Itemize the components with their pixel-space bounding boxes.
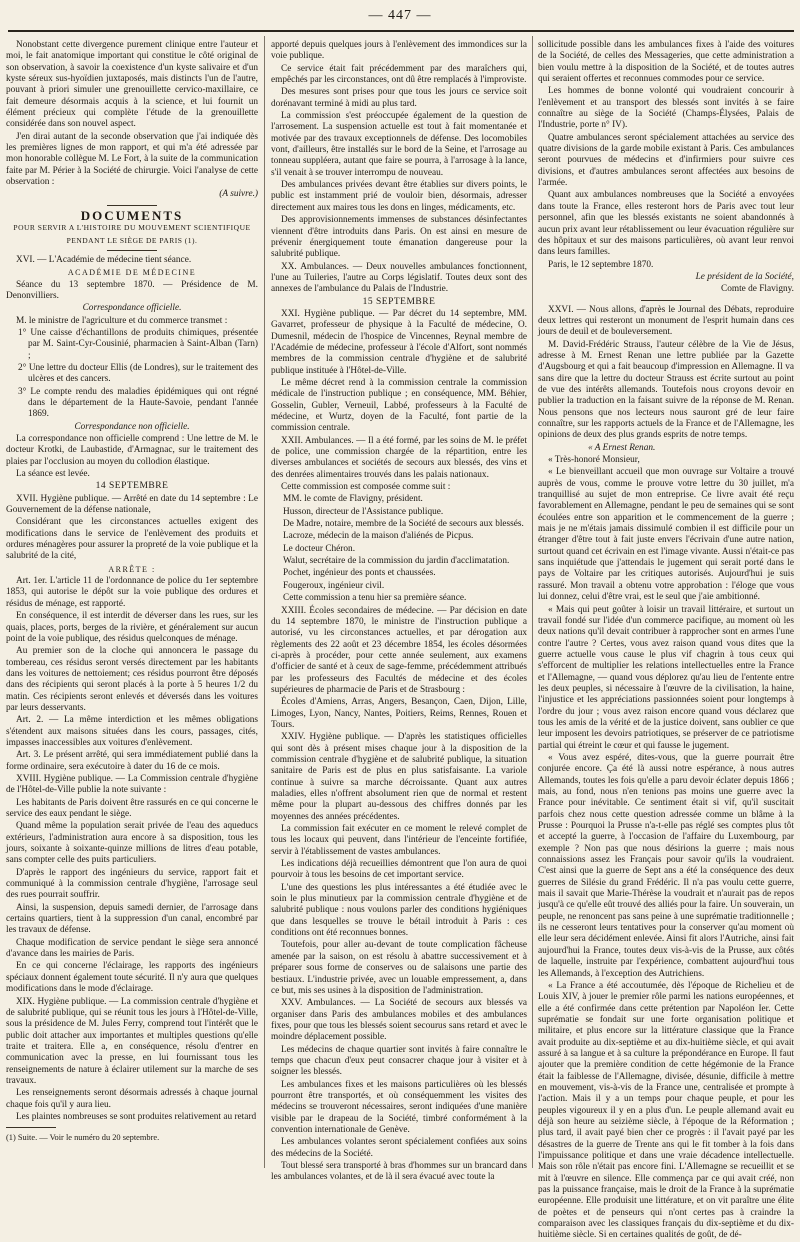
date-line: Paris, le 12 septembre 1870.	[548, 259, 654, 270]
paragraph: M. David-Frédéric Strauss, l'auteur célèbre de la Vie de Jésus, adresse à M. Ernest Renan une lettre publiée par la Gazette d'Augsbourg et qui a fait beaucoup d'impression en Allemagne. Il va sans dire que la lettre du docteur Strauss est écrite surtout au point de vue des intérêts allemands. Toutefois nous croyons devoir en publier la traduction en la faisant suivre de la réponse de M. Renan. Nous pensons que nos lecteurs nous sauront gré de leur faire connaître, sur les rapports actuels de la France et de l'Allemagne, les opinions de deux des plus grands esprits de notre temps.	[538, 339, 794, 441]
paragraph: XIX. Hygiène publique. — La commission centrale d'hygiène et de salubrité publique, qui se réunit tous les jours à l'Hôtel-de-Ville, sous la présidence de M. Jules Ferry, comprend tout l'intérêt que le public doit attacher aux importantes et multiples questions qu'elle traite et traitera. Elle a, en conséquence, résolu d'entrer en communication avec la presse, en lui fournissant tous les renseignements de nature à éclairer utilement sur la marche de ses travaux.	[6, 996, 258, 1086]
paragraph: D'après le rapport des ingénieurs du service, rapport fait et communiqué à la commission centrale d'hygiène, l'arrosage seul des rues pourrait souffrir.	[6, 867, 258, 901]
session-line: Séance du 13 septembre 1870. — Présidence de M. Denonvilliers.	[6, 279, 258, 301]
list-item: Cette commission a tenu hier sa première séance.	[283, 593, 467, 604]
list-item: Le docteur Chéron.	[283, 543, 356, 554]
list-item: De Madre, notaire, membre de la Société de secours aux blessés.	[283, 519, 524, 530]
paragraph: Cette commission est composée comme suit :	[281, 482, 451, 493]
paragraph: La commission s'est préoccupée également de la question de l'arrosement. La suspension actuelle est tout à fait momentanée et motivée par des travaux exceptionnels de défense. Des locomobiles vont, d'ailleurs, être installés sur le bord de la Seine, et l'arrosage au tonneau suppléera, autant que faire se pourra, à l'arrosage à la lance, s'il venait à se trouver interrompu de nouveau.	[271, 111, 527, 178]
list-item: Lacroze, médecin de la maison d'aliénés de Picpus.	[283, 531, 474, 542]
paragraph: XXV. Ambulances. — La Société de secours aux blessés va organiser dans Paris des ambulances mobiles et des ambulances fixes, pour que tous les blessés soient secourus sans retard et avec le moindre déplacement possible.	[271, 998, 527, 1043]
list-item: 3° Le compte rendu des maladies épidémiques qui ont régné dans le département de la Haute-Savoie, pendant l'année 1869.	[18, 386, 258, 420]
paragraph: La séance est levée.	[16, 469, 90, 480]
date-heading: 14 SEPTEMBRE	[95, 481, 169, 492]
paragraph: L'une des questions les plus intéressantes a été étudiée avec le soin le plus minutieux par la commission centrale d'hygiène et de salubrité publique : nous voulons parler des conditions hygiéniques que dans lesquelles se trouve le bétail introduit à Paris : ces conditions ont été reconnues bonnes.	[271, 882, 527, 939]
column-2	[271, 40, 527, 1183]
letter-addressee: « A Ernest Renan.	[588, 442, 656, 453]
section-title: DOCUMENTS	[80, 207, 184, 223]
paragraph: XXIV. Hygiène publique. — D'après les statistiques officielles qui sont dès à présent mises chaque jour à la disposition de la commission centrale d'hygiène et de salubrité publique, la situation sanitaire de Paris est de plus en plus satisfaisante. La variole continue à suivre sa marche décroissante. Quant aux autres maladies, elles n'offrent absolument rien que de normal et restent même pour la plupart au-dessous des chiffres donnés par les moyennes des années précédentes.	[271, 732, 527, 822]
paragraph: XX. Ambulances. — Deux nouvelles ambulances fonctionnent, l'une au Tuileries, l'autre au Corps législatif. Toutes deux sont des annexes de l'ambulance du Palais de l'Industrie.	[271, 261, 527, 295]
paragraph: Au premier son de la cloche qui annoncera le passage du tombereau, ces résidus seront versés directement par les habitants dans les voitures de nettoiement; ces résidus pourront être déposés dans des récipients qui seront placés à la porte à 5 heures 1/2 du matin. Ces récipients seront enlevés et déversés dans les voitures par leurs desservants.	[6, 646, 258, 713]
paragraph: Les plaintes nombreuses se sont produites relativement au retard	[16, 1111, 257, 1122]
header-rule	[8, 30, 794, 32]
academy-heading: ACADÉMIE DE MÉDECINE	[67, 268, 197, 278]
paragraph: Chaque modification de service pendant le siège sera annoncé d'avance dans les mairies de Paris.	[6, 937, 258, 960]
to-be-continued: (A suivre.)	[219, 189, 258, 200]
paragraph: M. le ministre de l'agriculture et du commerce transmet :	[16, 315, 228, 326]
paragraph: La correspondance non officielle comprend : Une lettre de M. le docteur Krotki, de Laubastide, d'Armagnac, sur le traitement des plaies par l'occlusion au moyen du collodion élastique.	[6, 434, 258, 467]
paragraph: Ainsi, la suspension, depuis samedi dernier, de l'arrosage dans certains quartiers, tient à la suppression d'un canal, encombré par les travaux de défense.	[6, 902, 258, 936]
paragraph: XXIII. Écoles secondaires de médecine. — Par décision en date du 14 septembre 1870, le ministre de l'instruction publique a autorisé, vu les circonstances actuelles, et par dérogation aux règlements des 22 août et 23 décembre 1854, les écoles désormées ci-après à procéder, pour cette année seulement, aux examens d'officier de santé et à ceux de sage-femme, précédemment attribués par les professeurs des Facultés de médecine et des écoles supérieures de pharmacie de Paris et de Strasbourg :	[271, 605, 527, 695]
letter-salutation: « Très-honoré Monsieur,	[548, 455, 640, 466]
paragraph: « Mais qui peut goûter à loisir un travail littéraire, et surtout un travail fondé sur l'idée d'un commerce pacifique, au moment où les deux nations qu'il devait contribuer à rapprocher sont en armes l'une contre l'autre ? Certes, vous avez raison quand vous dites que la guerre actuelle vous cause le plus vif chagrin à tous ceux qui s'efforcent de multiplier les relations intellectuelles entre la France et l'Allemagne, — quand vous déplorez qu'au lieu de l'entente entre les deux peuples, si nécessaire à l'œuvre de la civilisation, la haine, l'injustice et les appréciations passionnées soient pour longtemps à l'ordre du jour ; vous avez raison encore quand vous déclarez que tous les amis de la vérité et de la justice doivent, sans oublier ce que leur imposent les devoirs patriotiques, se préserver de ce patriotisme partial qui étreint le cœur et qui fausse le jugement.	[538, 604, 794, 751]
signature-title: Le président de la Société,	[695, 271, 794, 282]
paragraph: Les médecins de chaque quartier sont invités à faire connaître le temps que chacun d'eux peut consacrer chaque jour à visiter et à soigner les blessés.	[271, 1044, 527, 1078]
item-heading: XVI. — L'Académie de médecine tient séance.	[16, 254, 192, 265]
date-heading: 15 SEPTEMBRE	[362, 296, 436, 307]
arrete-heading: ARRÊTE :	[108, 564, 156, 574]
column-separator	[532, 36, 533, 1168]
list-item: 2° Une lettre du docteur Ellis (de Londres), sur le traitement des ulcères et des cancers.	[18, 362, 258, 385]
paragraph: sollicitude possible dans les ambulances fixes à l'aide des voitures de la Société, de celles des Messageries, que cette administration a bien voulu mettre à la disposition de la Société, et de toutes autres qui seraient offertes et reconnues commodes pour ce service.	[538, 40, 794, 85]
list-item: Fougeroux, ingénieur civil.	[283, 580, 385, 591]
paragraph: XXII. Ambulances. — Il a été formé, par les soins de M. le préfet de police, une commission chargée de la répartition, entre les diverses ambulances et sociétés de secours aux blessés, des vins et des denrées alimentaires trouvés dans les palais nationaux.	[271, 435, 527, 480]
paragraph: « La France a été accoutumée, dès l'époque de Richelieu et de Louis XIV, à jouer le premier rôle parmi les nations européennes, et elle a été confirmée dans cette prétention par Napoléon Ier. Cette suprématie se fondait sur une forte organisation politique et militaire, et plus encore sur la littérature classique que la France avait produite au dix-septième et au dix-huitième siècle, et qui avait assuré à sa langue et à sa culture la prépondérance en Europe. Il faut ajouter que la première condition de cette hégémonie de la France était la faiblesse de l'Allemagne, divisée, désunie, difficile à mettre en mouvement, vis-à-vis de la France une, centralisée et prompte à l'action. Mais il y a un temps pour chaque peuple, et pour les peuples vigoureux il y en a plus d'un. Le peuple allemand avait eu déjà son heure au seizième siècle, à l'époque de la Réformation ; plus tard, il avait payé bien cher ce progrès : il l'avait payé par les désastres de la guerre de Trente ans qui le fit tomber à la fois dans l'impuissance politique et dans une vraie décadence intellectuelle. Mais son rôle n'était pas encore fini. L'Allemagne se recueillit et se mit à l'œuvre en silence. Elle commença par ce qui avait créé, non pas la puissance française, mais le droit de la France à la suprématie européenne. Elle produisit une littérature, et on vit paraître une élite de poètes et de penseurs qui n'ont certes pas à craindre la comparaison avec les classiques français du dix-septième et du dix-huitième siècle. Si en certaines qualités de goût, de dé-	[538, 980, 794, 1241]
divider	[107, 205, 157, 206]
signature-name: Comte de Flavigny.	[721, 284, 794, 295]
paragraph: Le même décret rend à la commission centrale la commission médicale de l'instruction publique ; en conséquence, MM. Béhier, Gosselin, Gubler, Verneuil, Labbé, professeurs à la Faculté de médecine, et Wurtz, doyen de la Faculté, font partie de la commission centrale.	[271, 377, 527, 434]
column-separator	[264, 36, 265, 1168]
paragraph: Toutefois, pour aller au-devant de toute complication fâcheuse amenée par la saison, on est résolu à abattre successivement et à préparer sous forme de conserves ou de salaisons une partie des bestiaux. L'industrie privée, avec un louable empressement, a, dans ce but, mis ses usines à la disposition de l'administration.	[271, 940, 527, 996]
paragraph: « Vous avez espéré, dites-vous, que la guerre pourrait être conjurée encore. Ça été là aussi notre espérance, à nous autres Allemands, toutes les fois qu'elle a paru devoir éclater depuis 1866 ; mais, au fond, nous n'en tenions pas moins une guerre avec la France pour inévitable. Ce sentiment était si vif, qu'il suscitait parfois chez nous cette question adressée comme un blâme à la Prusse : Pourquoi la Prusse n'a-t-elle pas réglé ses comptes plus tôt et accepté la guerre, à l'occasion de l'affaire du Luxembourg, par exemple ? Non pas que nous désirions la guerre ; mais nous connaissions assez les Français pour savoir qu'ils la voudraient. C'est ainsi que la guerre de Sept ans a été la conséquence des deux guerres de Silésie du grand Frédéric. Il n'a pas voulu cette guerre, mais il savait que Marie-Thérèse la voudrait et n'aurait pas de repos jusqu'à ce qu'elle eût trouvé des alliés pour la faire. Un souverain, un peuple, ne renoncent pas sans peine à une suprématie traditionnelle ; ils ne cesseront leurs tentatives pour la conserver qu'au moment où elle leur sera décidément enlevée. Ainsi fit alors l'Autriche, ainsi fait aujourd'hui la France, toutes deux vis-à-vis de la Prusse, aux côtés de laquelle, instruite par l'expérience, combattent aujourd'hui tous les Allemands, à l'exception des Autrichiens.	[538, 752, 794, 979]
paragraph: Les renseignements seront désormais adressés à chaque journal chaque fois qu'il y aura lieu.	[6, 1088, 258, 1110]
column-1	[6, 40, 258, 1168]
paragraph: Nonobstant cette divergence purement clinique entre l'auteur et moi, le fait anatomique important qui constitue le côté original de son observation, à savoir la coexistence d'un kyste salivaire et d'un kyste séreux sus-hyoïdien juxtaposés, mais distincts l'un de l'autre, pouvant à priori simuler une grenouillette cervico-maxillaire, ce fait demeure désormais acquis à la science, et lui fournit un élément précieux qui complète l'étude de la grenouillette considérée dans son nouvel aspect.	[6, 40, 258, 130]
paragraph: Les indications déjà recueillies démontrent que l'on aura de quoi pourvoir à tous les besoins de cet important service.	[271, 859, 527, 881]
divider	[6, 1127, 56, 1128]
paragraph: Quant aux ambulances nombreuses que la Société a envoyées dans toute la France, elles resteront hors de Paris avec tout leur personnel, afin que les blessés existants ne soient abandonnés à aucun prix avant leur rétablissement ou leur évacuation régulière sur des hôpitaux et sur des maisons particulières, où avant leur renvoi dans leurs familles.	[538, 190, 794, 258]
page-number: — 447 —	[368, 8, 432, 23]
correspondence-list	[6, 328, 258, 421]
paragraph: Ce service était fait précédemment par des maraîchers qui, empêchés par les circonstances, ont dû être remplacés à l'improviste.	[271, 63, 527, 86]
paragraph: Art. 3. Le présent arrêté, qui sera immédiatement publié dans la forme ordinaire, sera exécutoire à dater du 16 de ce mois.	[6, 750, 258, 772]
paragraph: XXVI. — Nous allons, d'après le Journal des Débats, reproduire deux lettres qui resteront un monument de l'esprit humain dans ces jours de deuil et de bouleversement.	[538, 304, 794, 338]
paragraph: Les ambulances volantes seront spécialement confiées aux soins des médecins de la Société.	[271, 1137, 527, 1159]
subheading: Correspondance officielle.	[82, 303, 182, 314]
paragraph: Art. 2. — La même interdiction et les mêmes obligations s'étendent aux maisons situées dans les cours, passages, cités, impasses inaccessibles aux voitures d'enlèvement.	[6, 715, 258, 748]
list-item: Walut, secrétaire de la commission du jardin d'acclimatation.	[283, 556, 510, 567]
paragraph: Des ambulances privées devant être établies sur divers points, le public est instamment prié de vouloir bien, désormais, adresser directement aux maires tous les dons en linges, médicaments, etc.	[271, 180, 527, 213]
paragraph: Écoles d'Amiens, Arras, Angers, Besançon, Caen, Dijon, Lille, Limoges, Lyon, Nancy, Nantes, Poitiers, Reims, Rennes, Rouen et Tours.	[271, 697, 527, 730]
paragraph: Des approvisionnements immenses de substances désinfectantes viennent d'être introduits dans Paris. On est ainsi en mesure de prévenir énergiquement toute émanation dangereuse pour la salubrité publique.	[271, 215, 527, 260]
paragraph: Considérant que les circonstances actuelles exigent des modifications dans le service de l'enlèvement des produits et ordures ménagères pour assurer la propreté de la voie publique et la salubrité de la cité,	[6, 517, 258, 562]
paragraph: J'en dirai autant de la seconde observation que j'ai indiquée dès les premières lignes de mon rapport, et qui m'a été adressée par mon honorable collègue M. Le Fort, à la suite de la communication faite par M. Périer à la Société de chirurgie. Voici l'analyse de cette observation :	[6, 131, 258, 188]
paragraph: XVII. Hygiène publique. — Arrêté en date du 14 septembre : Le Gouvernement de la défense nationale,	[6, 493, 258, 516]
section-subtitle: POUR SERVIR A L'HISTOIRE DU MOUVEMENT SCIENTIFIQUE	[13, 223, 251, 233]
list-item: MM. le comte de Flavigny, président.	[283, 494, 423, 505]
paragraph: En conséquence, il est interdit de déverser dans les rues, sur les quais, places, ports, berges de la rivière, et généralement sur aucun point de la voie publique, des résidus quelconques de ménage.	[6, 611, 258, 644]
paragraph: XXI. Hygiène publique. — Par décret du 14 septembre, MM. Gavarret, professeur de physique à la Faculté de médecine, O. Dumesnil, médecin de l'hospice de Vincennes, Reynal membre de l'Académie de médecine, professeur à l'école d'Alfort, sont nommés membres de la commission centrale d'hygiène et de salubrité publique instituée à l'Hôtel-de-Ville.	[271, 308, 527, 376]
paragraph: XVIII. Hygiène publique. — La Commission centrale d'hygiène de l'Hôtel-de-Ville publie la note suivante :	[6, 773, 258, 796]
footnote: (1) Suite. — Voir le numéro du 20 septembre.	[6, 1133, 160, 1143]
paragraph: En ce qui concerne l'éclairage, les rapports des ingénieurs spéciaux donnent également toute sécurité. Il n'y aura que quelques modifications dans le mode d'éclairage.	[6, 961, 258, 995]
divider	[107, 250, 157, 251]
paragraph: La commission fait exécuter en ce moment le relevé complet de tous les locaux qui peuvent, dans l'intérieur de l'enceinte fortifiée, servir à l'établissement de vastes ambulances.	[271, 824, 527, 857]
commission-members	[271, 494, 527, 604]
divider	[641, 300, 691, 301]
paragraph: Tout blessé sera transporté à bras d'hommes sur un brancard dans les ambulances volantes, et de là il sera évacué avec toute la	[271, 1161, 527, 1183]
list-item: Pochet, ingénieur des ponts et chaussées.	[283, 568, 436, 579]
paragraph: Les hommes de bonne volonté qui voudraient concourir à l'enlèvement et au transport des blessés sont invités à se faire connaître au siège de la Société (Champs-Élysées, Palais de l'Industrie, porte n° IV).	[538, 86, 794, 131]
paragraph: Les ambulances fixes et les maisons particulières où les blessés pourront être transportés, et où conséquemment les visites des médecins se trouveront nécessaires, seront indiquées d'une manière visible par le drapeau de la Société, timbré conformément à la convention internationale de Genève.	[271, 1079, 527, 1135]
list-item: 1° Une caisse d'échantillons de produits chimiques, présentée par M. Saint-Cyr-Cousinié, pharmacien à Saint-Alban (Tarn) ;	[18, 327, 258, 361]
paragraph: « Le bienveillant accueil que mon ouvrage sur Voltaire a trouvé auprès de vous, comme le prouve votre lettre du 30 juillet, m'a tranquillisé au sujet de mon entreprise. Ce livre avait été reçu favorablement en Allemagne, pendant le peu de semaines qui se sont écoulées entre son apparition et le commencement de la guerre ; mais je ne m'étais jamais dissimulé combien il est difficile pour un étranger d'être tout à fait juste envers l'écrivain d'une autre nation, surtout quand cet écrivain en est l'image vivante. Aussi n'était-ce pas sans inquiétude que j'attendais le jugement qui serait porté dans le pays de Voltaire par les critiques autorisés. Aujourd'hui je suis rassuré. Mon travail a obtenu votre approbation : l'éloge que vous lui donnez, celui d'être vrai, est le seul que j'aie ambitionné.	[538, 467, 794, 603]
list-item: Husson, directeur de l'Assistance publique.	[283, 506, 444, 517]
section-subtitle: PENDANT LE SIÈGE DE PARIS (1).	[66, 235, 198, 245]
paragraph: Art. 1er. L'article 11 de l'ordonnance de police du 1er septembre 1853, qui autorise le dépôt sur la voie publique des ordures et résidus de ménage, est rapporté.	[6, 576, 258, 609]
subheading: Correspondance non officielle.	[74, 421, 190, 432]
column-3	[538, 40, 794, 1241]
paragraph: Quatre ambulances seront spécialement attachées au service des quatre divisions de la garde mobile existant à Paris. Ces ambulances seront pourvues de médecins et d'infirmiers pour suivre ces divisions, et d'autres ambulances seront affectées aux besoins de l'armée.	[538, 132, 794, 189]
paragraph: Les habitants de Paris doivent être rassurés en ce qui concerne le service des eaux pendant le siège.	[6, 797, 258, 819]
paragraph: Quand même la population serait privée de l'eau des aqueducs extérieurs, l'administration aura encore à sa disposition, tous les jours, soixante à soixante-quinze millions de litres d'eau potable, sans compter celle des puits particuliers.	[6, 821, 258, 866]
paragraph: Des mesures sont prises pour que tous les jours ce service soit dorénavant terminé à midi au plus tard.	[271, 87, 527, 109]
paragraph: apporté depuis quelques jours à l'enlèvement des immondices sur la voie publique.	[271, 40, 527, 62]
